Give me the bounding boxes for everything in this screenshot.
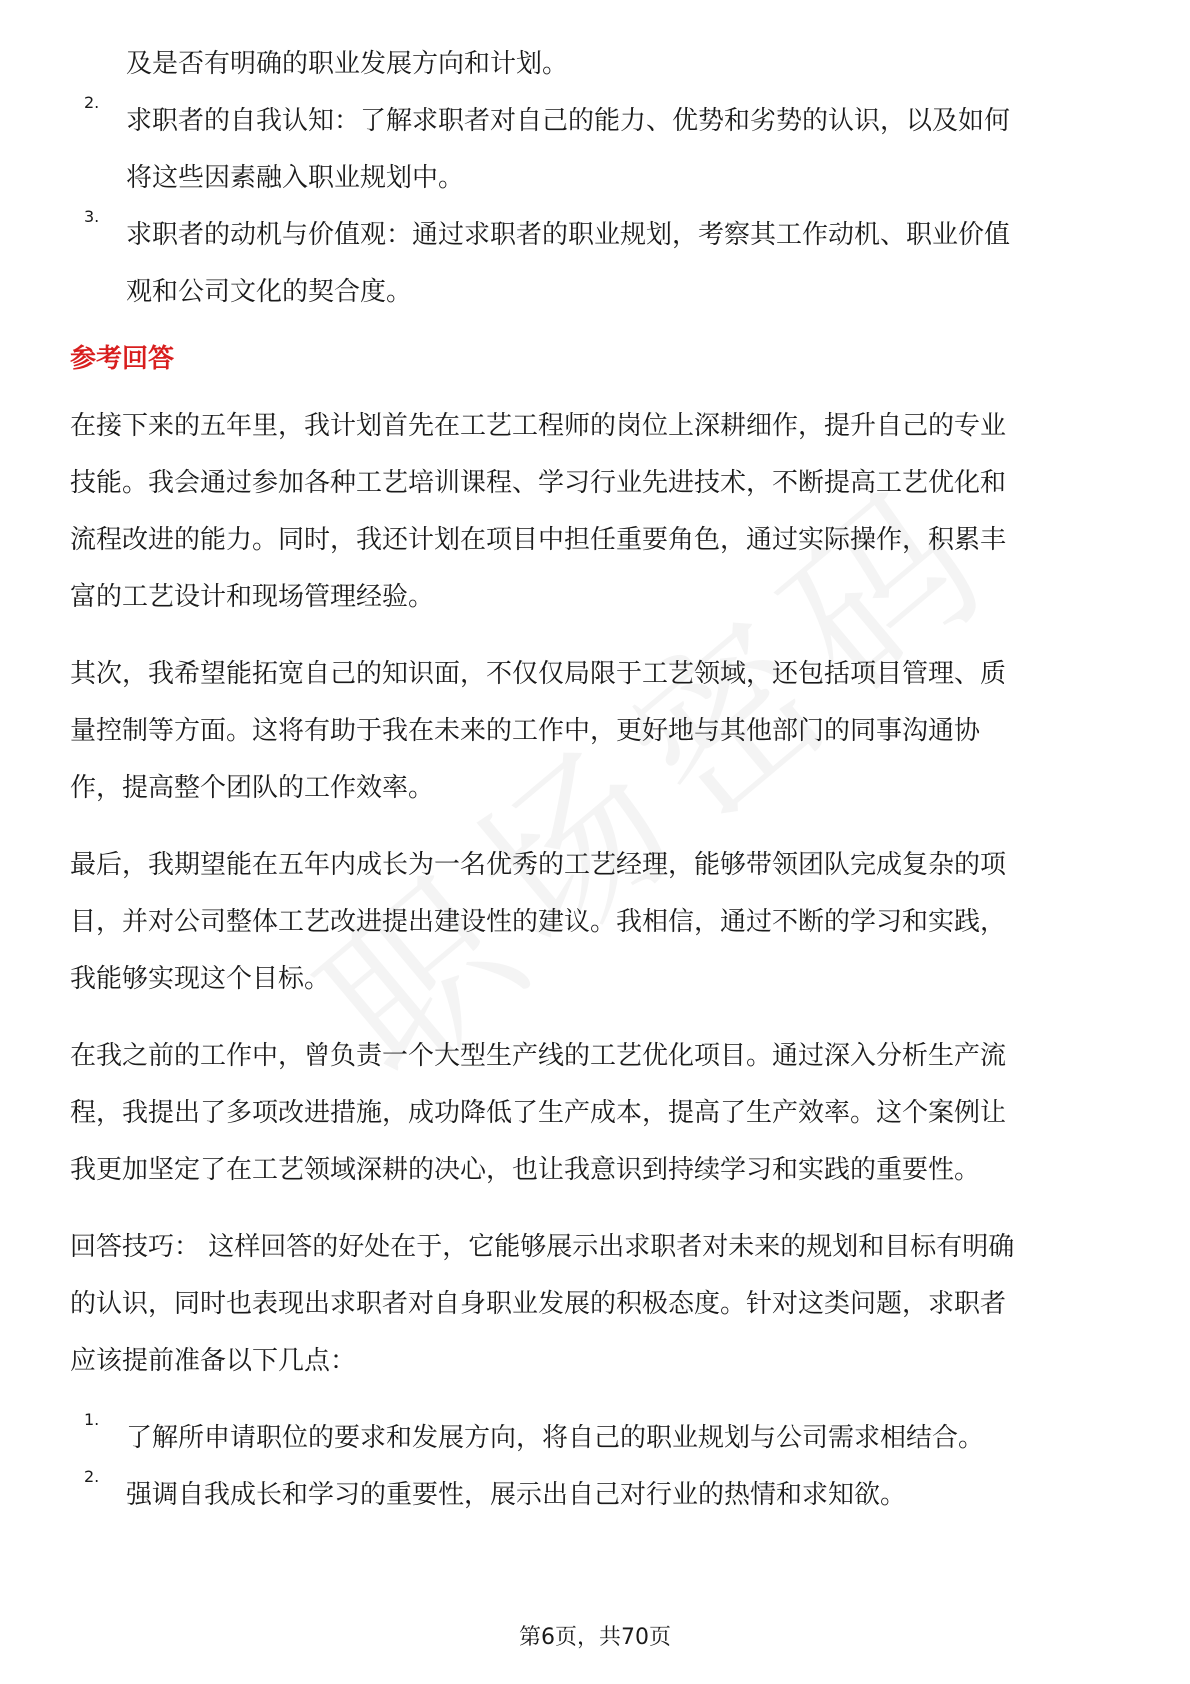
- section-heading: 参考回答: [70, 344, 175, 374]
- tips-list-item-2: [70, 1467, 1130, 1524]
- list-item-1-continuation: 及是否有明确的职业发展方向和计划。: [126, 49, 569, 79]
- list-item-3-line-1: 求职者的动机与价值观：通过求职者的职业规划，考察其工作动机、职业价值: [126, 220, 1011, 250]
- list-item-2: [70, 93, 1130, 207]
- list-item-2-line-1: 求职者的自我认知：了解求职者对自己的能力、优势和劣势的认识，以及如何: [126, 106, 1011, 136]
- paragraph-line: 量控制等方面。这将有助于我在未来的工作中，更好地与其他部门的同事沟通协: [70, 716, 981, 746]
- paragraph-1: [70, 398, 1130, 626]
- list-item-3-line-2: 观和公司文化的契合度。: [126, 277, 413, 307]
- paragraph-line: 富的工艺设计和现场管理经验。: [70, 582, 435, 612]
- list-item-2-line-2: 将这些因素融入职业规划中。: [126, 163, 465, 193]
- paragraph-line: 在我之前的工作中，曾负责一个大型生产线的工艺优化项目。通过深入分析生产流: [70, 1041, 1007, 1071]
- paragraph-line: 回答技巧： 这样回答的好处在于，它能够展示出求职者对未来的规划和目标有明确: [70, 1232, 1015, 1262]
- page-number-footer: 第6页，共70页: [519, 1625, 671, 1650]
- paragraph-line: 流程改进的能力。同时，我还计划在项目中担任重要角色，通过实际操作，积累丰: [70, 525, 1007, 555]
- list-number: 2.: [84, 1467, 100, 1486]
- paragraph-line: 在接下来的五年里，我计划首先在工艺工程师的岗位上深耕细作，提升自己的专业: [70, 411, 1007, 441]
- paragraph-line: 技能。我会通过参加各种工艺培训课程、学习行业先进技术，不断提高工艺优化和: [70, 468, 1007, 498]
- list-number: 1.: [84, 1410, 100, 1429]
- paragraph-line: 我能够实现这个目标。: [70, 964, 331, 994]
- tips-paragraph: [70, 1219, 1130, 1390]
- page-content: [70, 36, 1130, 1524]
- list-number: 3.: [84, 207, 100, 226]
- list-item-3: [70, 207, 1130, 321]
- tips-list-item-text: 了解所申请职位的要求和发展方向，将自己的职业规划与公司需求相结合。: [126, 1423, 985, 1453]
- list-number: 2.: [84, 93, 100, 112]
- paragraph-line: 作，提高整个团队的工作效率。: [70, 773, 435, 803]
- paragraph-line: 最后，我期望能在五年内成长为一名优秀的工艺经理，能够带领团队完成复杂的项: [70, 850, 1007, 880]
- paragraph-line: 其次，我希望能拓宽自己的知识面，不仅仅局限于工艺领域，还包括项目管理、质: [70, 659, 1007, 689]
- paragraph-line: 程，我提出了多项改进措施，成功降低了生产成本，提高了生产效率。这个案例让: [70, 1098, 1007, 1128]
- paragraph-2: [70, 646, 1130, 817]
- paragraph-4: [70, 1028, 1130, 1199]
- paragraph-line: 的认识，同时也表现出求职者对自身职业发展的积极态度。针对这类问题，求职者: [70, 1289, 1007, 1319]
- paragraph-line: 目，并对公司整体工艺改进提出建设性的建议。我相信，通过不断的学习和实践，: [70, 907, 1007, 937]
- paragraph-3: [70, 837, 1130, 1008]
- paragraph-line: 我更加坚定了在工艺领域深耕的决心，也让我意识到持续学习和实践的重要性。: [70, 1155, 981, 1185]
- paragraph-line: 应该提前准备以下几点：: [70, 1346, 357, 1376]
- tips-list-item-text: 强调自我成长和学习的重要性，展示出自己对行业的热情和求知欲。: [126, 1480, 907, 1510]
- tips-list-item-1: [70, 1410, 1130, 1467]
